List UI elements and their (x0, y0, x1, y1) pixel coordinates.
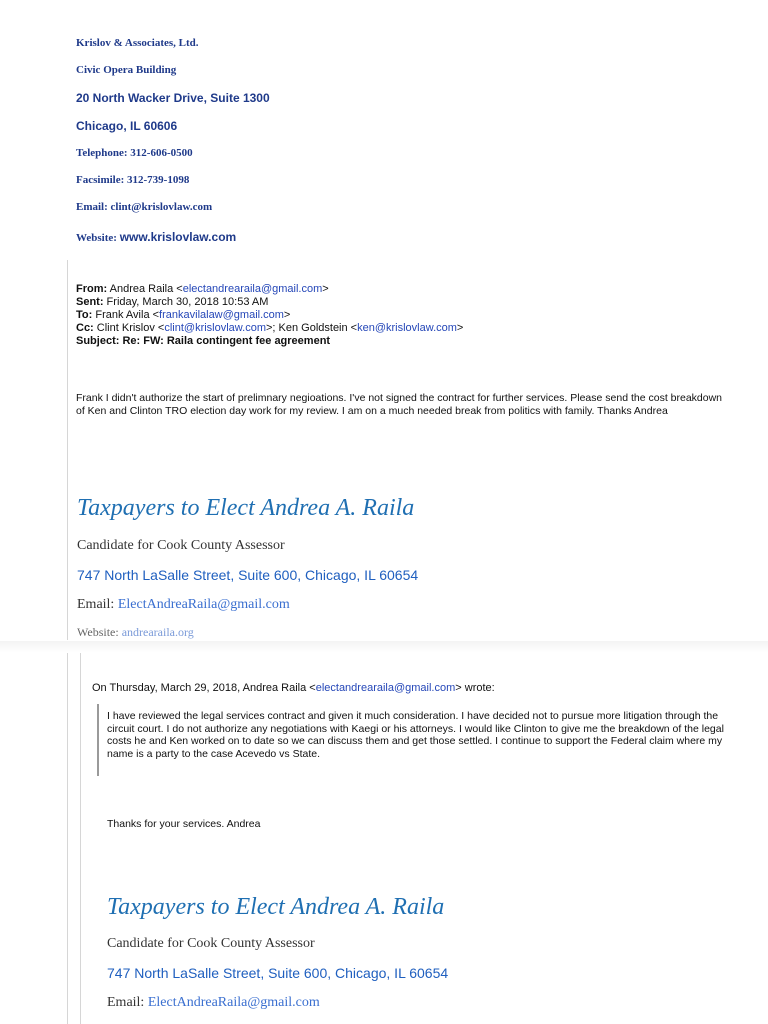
left-margin-rule-lower-2 (80, 650, 81, 1024)
cc-email-link-1[interactable]: clint@krislovlaw.com (164, 322, 266, 334)
sent-value: Friday, March 30, 2018 10:53 AM (103, 296, 269, 308)
firm-email-label: Email: (76, 201, 111, 213)
campaign-subtitle: Candidate for Cook County Assessor (77, 538, 285, 553)
from-email-link[interactable]: electandrearaila@gmail.com (182, 283, 323, 295)
firm-website-link[interactable]: www.krislovlaw.com (119, 230, 237, 244)
cc-end: > (456, 322, 464, 334)
quoted-thanks: Thanks for your services. Andrea (107, 818, 261, 830)
message-body: Frank I didn't authorize the start of prelimnary negioations. I've not signed the contract for further services. Please send the cost breakdown of Ken and Clinton TRO election day work for my review. I am on a much needed break from politics with family. Thanks Andrea (76, 392, 723, 417)
firm-email (76, 201, 212, 213)
campaign-email-label: Email: (77, 597, 118, 612)
firm-facsimile: Facsimile: 312-739-1098 (76, 174, 190, 186)
campaign-website (77, 625, 194, 640)
cc-mid: >; Ken Goldstein < (265, 322, 358, 334)
from-end: > (322, 283, 329, 295)
campaign-email-link[interactable]: ElectAndreaRaila@gmail.com (117, 597, 290, 612)
to-label: To: (76, 309, 93, 321)
campaign-email-2 (107, 995, 320, 1011)
quoted-intro-email-link[interactable]: electandrearaila@gmail.com (315, 682, 456, 694)
firm-building: Civic Opera Building (76, 64, 177, 76)
firm-telephone: Telephone: 312-606-0500 (76, 147, 193, 159)
campaign-email (77, 597, 290, 613)
quoted-intro-text: On Thursday, March 29, 2018, Andrea Raila < (92, 682, 316, 694)
subject-value: Re: FW: Raila contingent fee agreement (119, 335, 331, 347)
left-margin-rule-lower (67, 650, 68, 1024)
cc-name-1: Clint Krislov < (93, 322, 165, 334)
from-label: From: (76, 283, 108, 295)
cc-line (76, 322, 463, 335)
campaign-address: 747 North LaSalle Street, Suite 600, Chicago, IL 60654 (77, 567, 419, 583)
page-break (0, 641, 768, 653)
from-name: Andrea Raila < (107, 283, 183, 295)
sent-line (76, 296, 463, 309)
sent-label: Sent: (76, 296, 104, 308)
campaign-address-2: 747 North LaSalle Street, Suite 600, Chicago, IL 60654 (107, 965, 449, 981)
subject-label: Subject: (76, 335, 120, 347)
firm-website (76, 228, 236, 246)
campaign-title-2: Taxpayers to Elect Andrea A. Raila (107, 894, 445, 920)
quote-bar (97, 704, 99, 776)
cc-label: Cc: (76, 322, 94, 334)
campaign-title: Taxpayers to Elect Andrea A. Raila (77, 495, 415, 521)
quoted-intro (92, 682, 495, 695)
to-line (76, 309, 463, 322)
to-name: Frank Avila < (92, 309, 160, 321)
firm-website-label: Website: (76, 232, 120, 244)
campaign-email-label-2: Email: (107, 995, 148, 1010)
campaign-subtitle-2: Candidate for Cook County Assessor (107, 936, 315, 951)
campaign-website-link[interactable]: andrearaila.org (121, 625, 194, 639)
to-email-link[interactable]: frankavilalaw@gmail.com (159, 309, 284, 321)
firm-name: Krislov & Associates, Ltd. (76, 37, 199, 49)
from-line (76, 283, 463, 296)
campaign-email-link-2[interactable]: ElectAndreaRaila@gmail.com (147, 995, 320, 1010)
to-end: > (283, 309, 291, 321)
subject-line (76, 335, 463, 348)
email-header (76, 283, 463, 348)
campaign-website-label: Website: (77, 625, 122, 639)
firm-city: Chicago, IL 60606 (76, 119, 178, 133)
left-margin-rule (67, 260, 68, 640)
cc-email-link-2[interactable]: ken@krislovlaw.com (357, 322, 457, 334)
quoted-body: I have reviewed the legal services contract and given it much consideration. I have decided not to pursue more litigation through the circuit court. I do not authorize any negotiations with Kaegi or his attorneys. I would like Clinton to give me the breakdown of the legal costs he and Ken worked on to date so we can discuss them and get those settled. I continue to support the Federal claim where my name is a party to the case Acevedo vs State. (107, 710, 724, 760)
quoted-intro-end: > wrote: (455, 682, 495, 694)
firm-email-link[interactable]: clint@krislovlaw.com (110, 201, 213, 213)
firm-street: 20 North Wacker Drive, Suite 1300 (76, 91, 270, 105)
